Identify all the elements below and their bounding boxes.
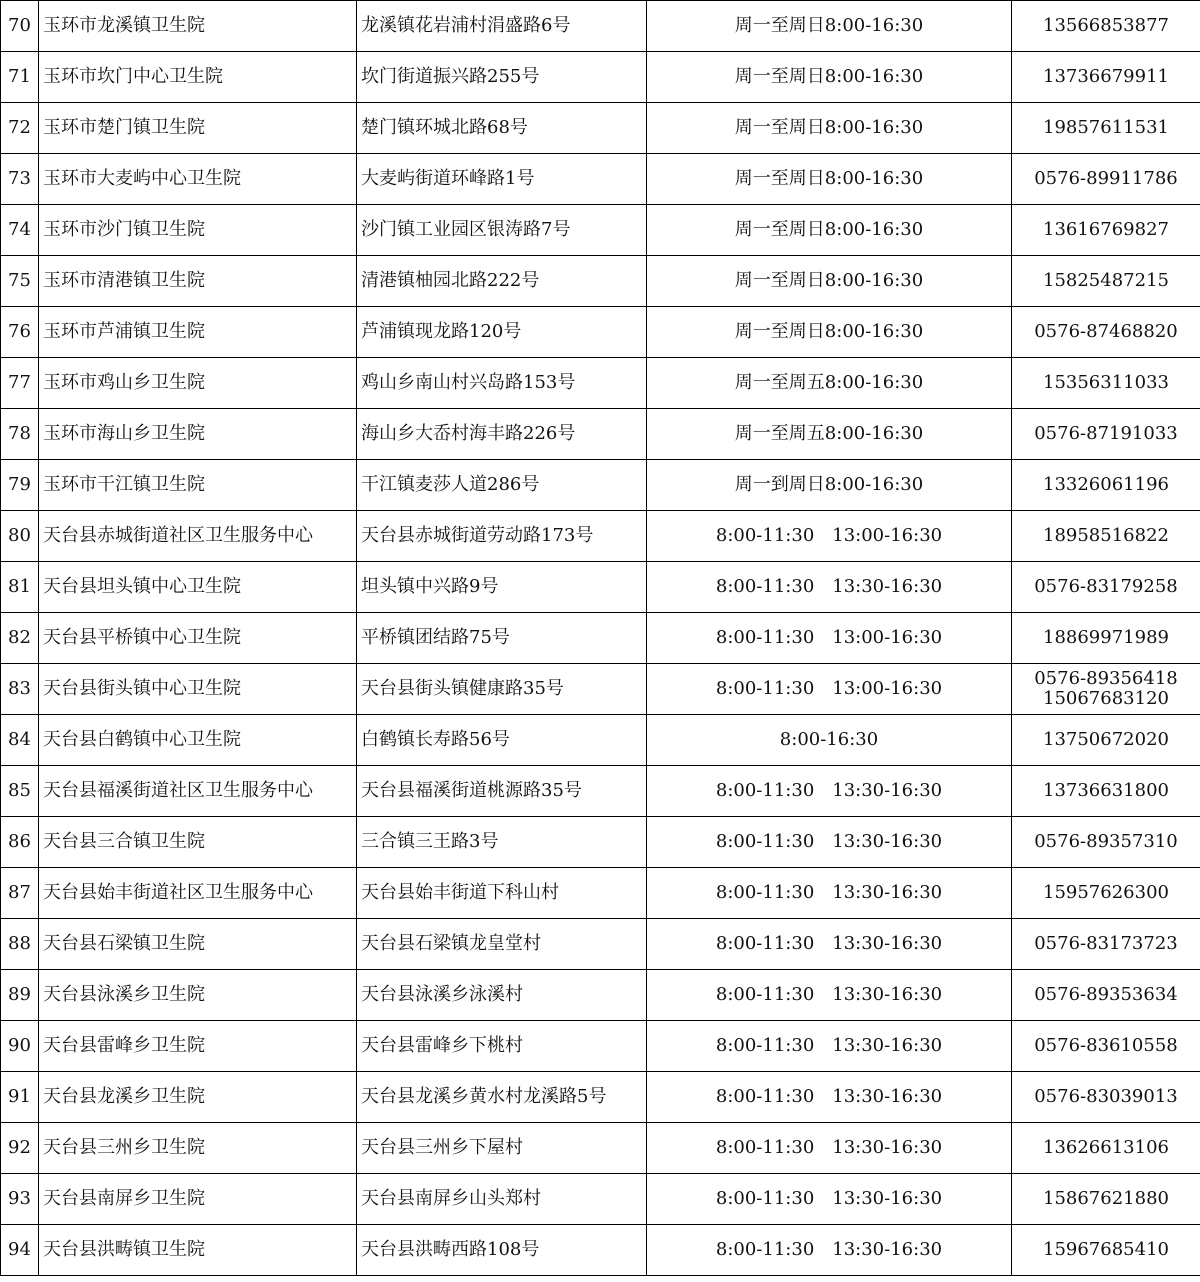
phone-cell bbox=[1012, 52, 1200, 103]
opening-hours-cell: 8:00-11:30 13:00-16:30 bbox=[647, 511, 1012, 562]
phone-cell bbox=[1012, 409, 1200, 460]
address-cell: 海山乡大岙村海丰路226号 bbox=[357, 409, 647, 460]
table-row bbox=[1, 1123, 1200, 1174]
clinic-name-cell: 天台县南屏乡卫生院 bbox=[39, 1174, 357, 1225]
clinic-name-cell: 玉环市沙门镇卫生院 bbox=[39, 205, 357, 256]
row-number-cell: 91 bbox=[1, 1072, 39, 1123]
phone-number: 13326061196 bbox=[1043, 474, 1169, 495]
table-row bbox=[1, 1072, 1200, 1123]
phone-cell bbox=[1012, 919, 1200, 970]
phone-cell bbox=[1012, 562, 1200, 613]
address-cell: 大麦屿街道环峰路1号 bbox=[357, 154, 647, 205]
address-cell: 天台县福溪街道桃源路35号 bbox=[357, 766, 647, 817]
opening-hours-cell: 8:00-11:30 13:30-16:30 bbox=[647, 1123, 1012, 1174]
address-cell: 天台县泳溪乡泳溪村 bbox=[357, 970, 647, 1021]
clinic-name-cell: 天台县街头镇中心卫生院 bbox=[39, 664, 357, 715]
row-number-cell: 74 bbox=[1, 205, 39, 256]
opening-hours-cell: 周一至周日8:00-16:30 bbox=[647, 205, 1012, 256]
phone-number: 13750672020 bbox=[1043, 729, 1169, 750]
table-row bbox=[1, 868, 1200, 919]
clinic-name-cell: 玉环市楚门镇卫生院 bbox=[39, 103, 357, 154]
clinic-name-cell: 天台县龙溪乡卫生院 bbox=[39, 1072, 357, 1123]
phone-number: 0576-89356418 bbox=[1034, 668, 1178, 689]
phone-cell bbox=[1012, 613, 1200, 664]
address-cell: 天台县石梁镇龙皇堂村 bbox=[357, 919, 647, 970]
phone-number: 0576-89353634 bbox=[1034, 984, 1178, 1005]
row-number-cell: 86 bbox=[1, 817, 39, 868]
table-row bbox=[1, 103, 1200, 154]
table-row bbox=[1, 460, 1200, 511]
address-cell: 沙门镇工业园区银涛路7号 bbox=[357, 205, 647, 256]
opening-hours-cell: 8:00-11:30 13:30-16:30 bbox=[647, 1174, 1012, 1225]
clinic-name-cell: 天台县雷峰乡卫生院 bbox=[39, 1021, 357, 1072]
opening-hours-cell: 8:00-11:30 13:30-16:30 bbox=[647, 868, 1012, 919]
row-number-cell: 79 bbox=[1, 460, 39, 511]
phone-number: 19857611531 bbox=[1043, 117, 1169, 138]
phone-cell bbox=[1012, 1, 1200, 52]
opening-hours-cell: 8:00-11:30 13:30-16:30 bbox=[647, 970, 1012, 1021]
address-cell: 芦浦镇现龙路120号 bbox=[357, 307, 647, 358]
phone-cell bbox=[1012, 664, 1200, 715]
phone-cell bbox=[1012, 154, 1200, 205]
clinic-name-cell: 天台县始丰街道社区卫生服务中心 bbox=[39, 868, 357, 919]
row-number-cell: 87 bbox=[1, 868, 39, 919]
opening-hours-cell: 周一至周日8:00-16:30 bbox=[647, 307, 1012, 358]
clinic-name-cell: 天台县石梁镇卫生院 bbox=[39, 919, 357, 970]
clinic-name-cell: 天台县坦头镇中心卫生院 bbox=[39, 562, 357, 613]
row-number-cell: 70 bbox=[1, 1, 39, 52]
phone-number: 0576-83179258 bbox=[1034, 576, 1178, 597]
phone-number: 0576-83039013 bbox=[1034, 1086, 1178, 1107]
opening-hours-cell: 周一到周日8:00-16:30 bbox=[647, 460, 1012, 511]
clinic-name-cell: 玉环市芦浦镇卫生院 bbox=[39, 307, 357, 358]
opening-hours-cell: 8:00-11:30 13:30-16:30 bbox=[647, 766, 1012, 817]
row-number-cell: 78 bbox=[1, 409, 39, 460]
phone-cell bbox=[1012, 103, 1200, 154]
table-row bbox=[1, 766, 1200, 817]
phone-number: 13736631800 bbox=[1043, 780, 1169, 801]
phone-number: 0576-83173723 bbox=[1034, 933, 1178, 954]
row-number-cell: 94 bbox=[1, 1225, 39, 1276]
opening-hours-cell: 8:00-11:30 13:00-16:30 bbox=[647, 613, 1012, 664]
phone-cell bbox=[1012, 1021, 1200, 1072]
row-number-cell: 88 bbox=[1, 919, 39, 970]
table-row bbox=[1, 919, 1200, 970]
opening-hours-cell: 周一至周日8:00-16:30 bbox=[647, 256, 1012, 307]
row-number-cell: 77 bbox=[1, 358, 39, 409]
clinic-name-cell: 玉环市坎门中心卫生院 bbox=[39, 52, 357, 103]
phone-number: 15825487215 bbox=[1043, 270, 1169, 291]
table-row bbox=[1, 1225, 1200, 1276]
table-row bbox=[1, 715, 1200, 766]
phone-number: 15356311033 bbox=[1043, 372, 1169, 393]
phone-number: 0576-87191033 bbox=[1034, 423, 1178, 444]
table-row bbox=[1, 256, 1200, 307]
clinic-name-cell: 玉环市干江镇卫生院 bbox=[39, 460, 357, 511]
phone-cell bbox=[1012, 205, 1200, 256]
row-number-cell: 75 bbox=[1, 256, 39, 307]
table-row bbox=[1, 1, 1200, 52]
clinic-name-cell: 玉环市鸡山乡卫生院 bbox=[39, 358, 357, 409]
opening-hours-cell: 周一至周五8:00-16:30 bbox=[647, 358, 1012, 409]
row-number-cell: 80 bbox=[1, 511, 39, 562]
clinic-name-cell: 天台县三州乡卫生院 bbox=[39, 1123, 357, 1174]
phone-cell bbox=[1012, 1174, 1200, 1225]
table-row bbox=[1, 409, 1200, 460]
phone-number: 15957626300 bbox=[1043, 882, 1169, 903]
phone-number: 0576-83610558 bbox=[1034, 1035, 1178, 1056]
address-cell: 天台县街头镇健康路35号 bbox=[357, 664, 647, 715]
table-row bbox=[1, 1021, 1200, 1072]
phone-cell bbox=[1012, 1072, 1200, 1123]
address-cell: 清港镇柚园北路222号 bbox=[357, 256, 647, 307]
row-number-cell: 90 bbox=[1, 1021, 39, 1072]
clinic-table-body bbox=[1, 1, 1200, 1276]
table-row bbox=[1, 154, 1200, 205]
address-cell: 白鹤镇长寿路56号 bbox=[357, 715, 647, 766]
phone-cell bbox=[1012, 307, 1200, 358]
table-row bbox=[1, 52, 1200, 103]
clinic-name-cell: 玉环市海山乡卫生院 bbox=[39, 409, 357, 460]
opening-hours-cell: 周一至周五8:00-16:30 bbox=[647, 409, 1012, 460]
phone-number: 13616769827 bbox=[1043, 219, 1169, 240]
opening-hours-cell: 周一至周日8:00-16:30 bbox=[647, 154, 1012, 205]
phone-cell bbox=[1012, 1123, 1200, 1174]
address-cell: 天台县赤城街道劳动路173号 bbox=[357, 511, 647, 562]
row-number-cell: 83 bbox=[1, 664, 39, 715]
address-cell: 鸡山乡南山村兴岛路153号 bbox=[357, 358, 647, 409]
phone-cell bbox=[1012, 460, 1200, 511]
opening-hours-cell: 8:00-11:30 13:30-16:30 bbox=[647, 562, 1012, 613]
address-cell: 天台县洪畴西路108号 bbox=[357, 1225, 647, 1276]
address-cell: 龙溪镇花岩浦村涓盛路6号 bbox=[357, 1, 647, 52]
clinic-name-cell: 天台县泳溪乡卫生院 bbox=[39, 970, 357, 1021]
opening-hours-cell: 8:00-11:30 13:30-16:30 bbox=[647, 817, 1012, 868]
opening-hours-cell: 周一至周日8:00-16:30 bbox=[647, 103, 1012, 154]
phone-number: 0576-89911786 bbox=[1034, 168, 1178, 189]
clinic-name-cell: 玉环市大麦屿中心卫生院 bbox=[39, 154, 357, 205]
row-number-cell: 85 bbox=[1, 766, 39, 817]
opening-hours-cell: 8:00-11:30 13:30-16:30 bbox=[647, 1072, 1012, 1123]
phone-number: 13566853877 bbox=[1043, 15, 1169, 36]
phone-cell bbox=[1012, 766, 1200, 817]
clinic-name-cell: 玉环市龙溪镇卫生院 bbox=[39, 1, 357, 52]
phone-cell bbox=[1012, 1225, 1200, 1276]
table-row bbox=[1, 664, 1200, 715]
row-number-cell: 82 bbox=[1, 613, 39, 664]
table-row bbox=[1, 970, 1200, 1021]
table-row bbox=[1, 511, 1200, 562]
phone-cell bbox=[1012, 511, 1200, 562]
address-cell: 坦头镇中兴路9号 bbox=[357, 562, 647, 613]
table-row bbox=[1, 358, 1200, 409]
row-number-cell: 89 bbox=[1, 970, 39, 1021]
row-number-cell: 73 bbox=[1, 154, 39, 205]
opening-hours-cell: 8:00-11:30 13:30-16:30 bbox=[647, 1225, 1012, 1276]
phone-number: 13626613106 bbox=[1043, 1137, 1169, 1158]
phone-number: 13736679911 bbox=[1043, 66, 1169, 87]
phone-cell bbox=[1012, 256, 1200, 307]
clinic-name-cell: 天台县平桥镇中心卫生院 bbox=[39, 613, 357, 664]
table-row bbox=[1, 205, 1200, 256]
address-cell: 坎门街道振兴路255号 bbox=[357, 52, 647, 103]
row-number-cell: 92 bbox=[1, 1123, 39, 1174]
clinic-name-cell: 天台县三合镇卫生院 bbox=[39, 817, 357, 868]
address-cell: 楚门镇环城北路68号 bbox=[357, 103, 647, 154]
address-cell: 天台县龙溪乡黄水村龙溪路5号 bbox=[357, 1072, 647, 1123]
row-number-cell: 72 bbox=[1, 103, 39, 154]
opening-hours-cell: 8:00-16:30 bbox=[647, 715, 1012, 766]
row-number-cell: 93 bbox=[1, 1174, 39, 1225]
phone-cell bbox=[1012, 358, 1200, 409]
opening-hours-cell: 8:00-11:30 13:30-16:30 bbox=[647, 919, 1012, 970]
address-cell: 天台县三州乡下屋村 bbox=[357, 1123, 647, 1174]
table-row bbox=[1, 307, 1200, 358]
phone-number: 0576-89357310 bbox=[1034, 831, 1178, 852]
address-cell: 天台县雷峰乡下桃村 bbox=[357, 1021, 647, 1072]
table-row bbox=[1, 817, 1200, 868]
phone-number: 15867621880 bbox=[1043, 1188, 1169, 1209]
phone-number: 0576-87468820 bbox=[1034, 321, 1178, 342]
table-row bbox=[1, 613, 1200, 664]
row-number-cell: 84 bbox=[1, 715, 39, 766]
phone-number: 15067683120 bbox=[1043, 688, 1169, 709]
address-cell: 天台县南屏乡山头郑村 bbox=[357, 1174, 647, 1225]
phone-cell bbox=[1012, 817, 1200, 868]
phone-cell bbox=[1012, 868, 1200, 919]
phone-cell bbox=[1012, 970, 1200, 1021]
address-cell: 干江镇麦莎人道286号 bbox=[357, 460, 647, 511]
address-cell: 三合镇三王路3号 bbox=[357, 817, 647, 868]
phone-number: 18958516822 bbox=[1043, 525, 1169, 546]
opening-hours-cell: 8:00-11:30 13:30-16:30 bbox=[647, 1021, 1012, 1072]
row-number-cell: 71 bbox=[1, 52, 39, 103]
row-number-cell: 81 bbox=[1, 562, 39, 613]
clinic-name-cell: 天台县白鹤镇中心卫生院 bbox=[39, 715, 357, 766]
opening-hours-cell: 周一至周日8:00-16:30 bbox=[647, 52, 1012, 103]
table-row bbox=[1, 562, 1200, 613]
opening-hours-cell: 周一至周日8:00-16:30 bbox=[647, 1, 1012, 52]
clinic-name-cell: 天台县洪畴镇卫生院 bbox=[39, 1225, 357, 1276]
clinic-name-cell: 天台县福溪街道社区卫生服务中心 bbox=[39, 766, 357, 817]
clinic-name-cell: 玉环市清港镇卫生院 bbox=[39, 256, 357, 307]
phone-number: 15967685410 bbox=[1043, 1239, 1169, 1260]
address-cell: 天台县始丰街道下科山村 bbox=[357, 868, 647, 919]
phone-cell bbox=[1012, 715, 1200, 766]
row-number-cell: 76 bbox=[1, 307, 39, 358]
table-row bbox=[1, 1174, 1200, 1225]
opening-hours-cell: 8:00-11:30 13:00-16:30 bbox=[647, 664, 1012, 715]
clinic-name-cell: 天台县赤城街道社区卫生服务中心 bbox=[39, 511, 357, 562]
address-cell: 平桥镇团结路75号 bbox=[357, 613, 647, 664]
phone-number: 18869971989 bbox=[1043, 627, 1169, 648]
